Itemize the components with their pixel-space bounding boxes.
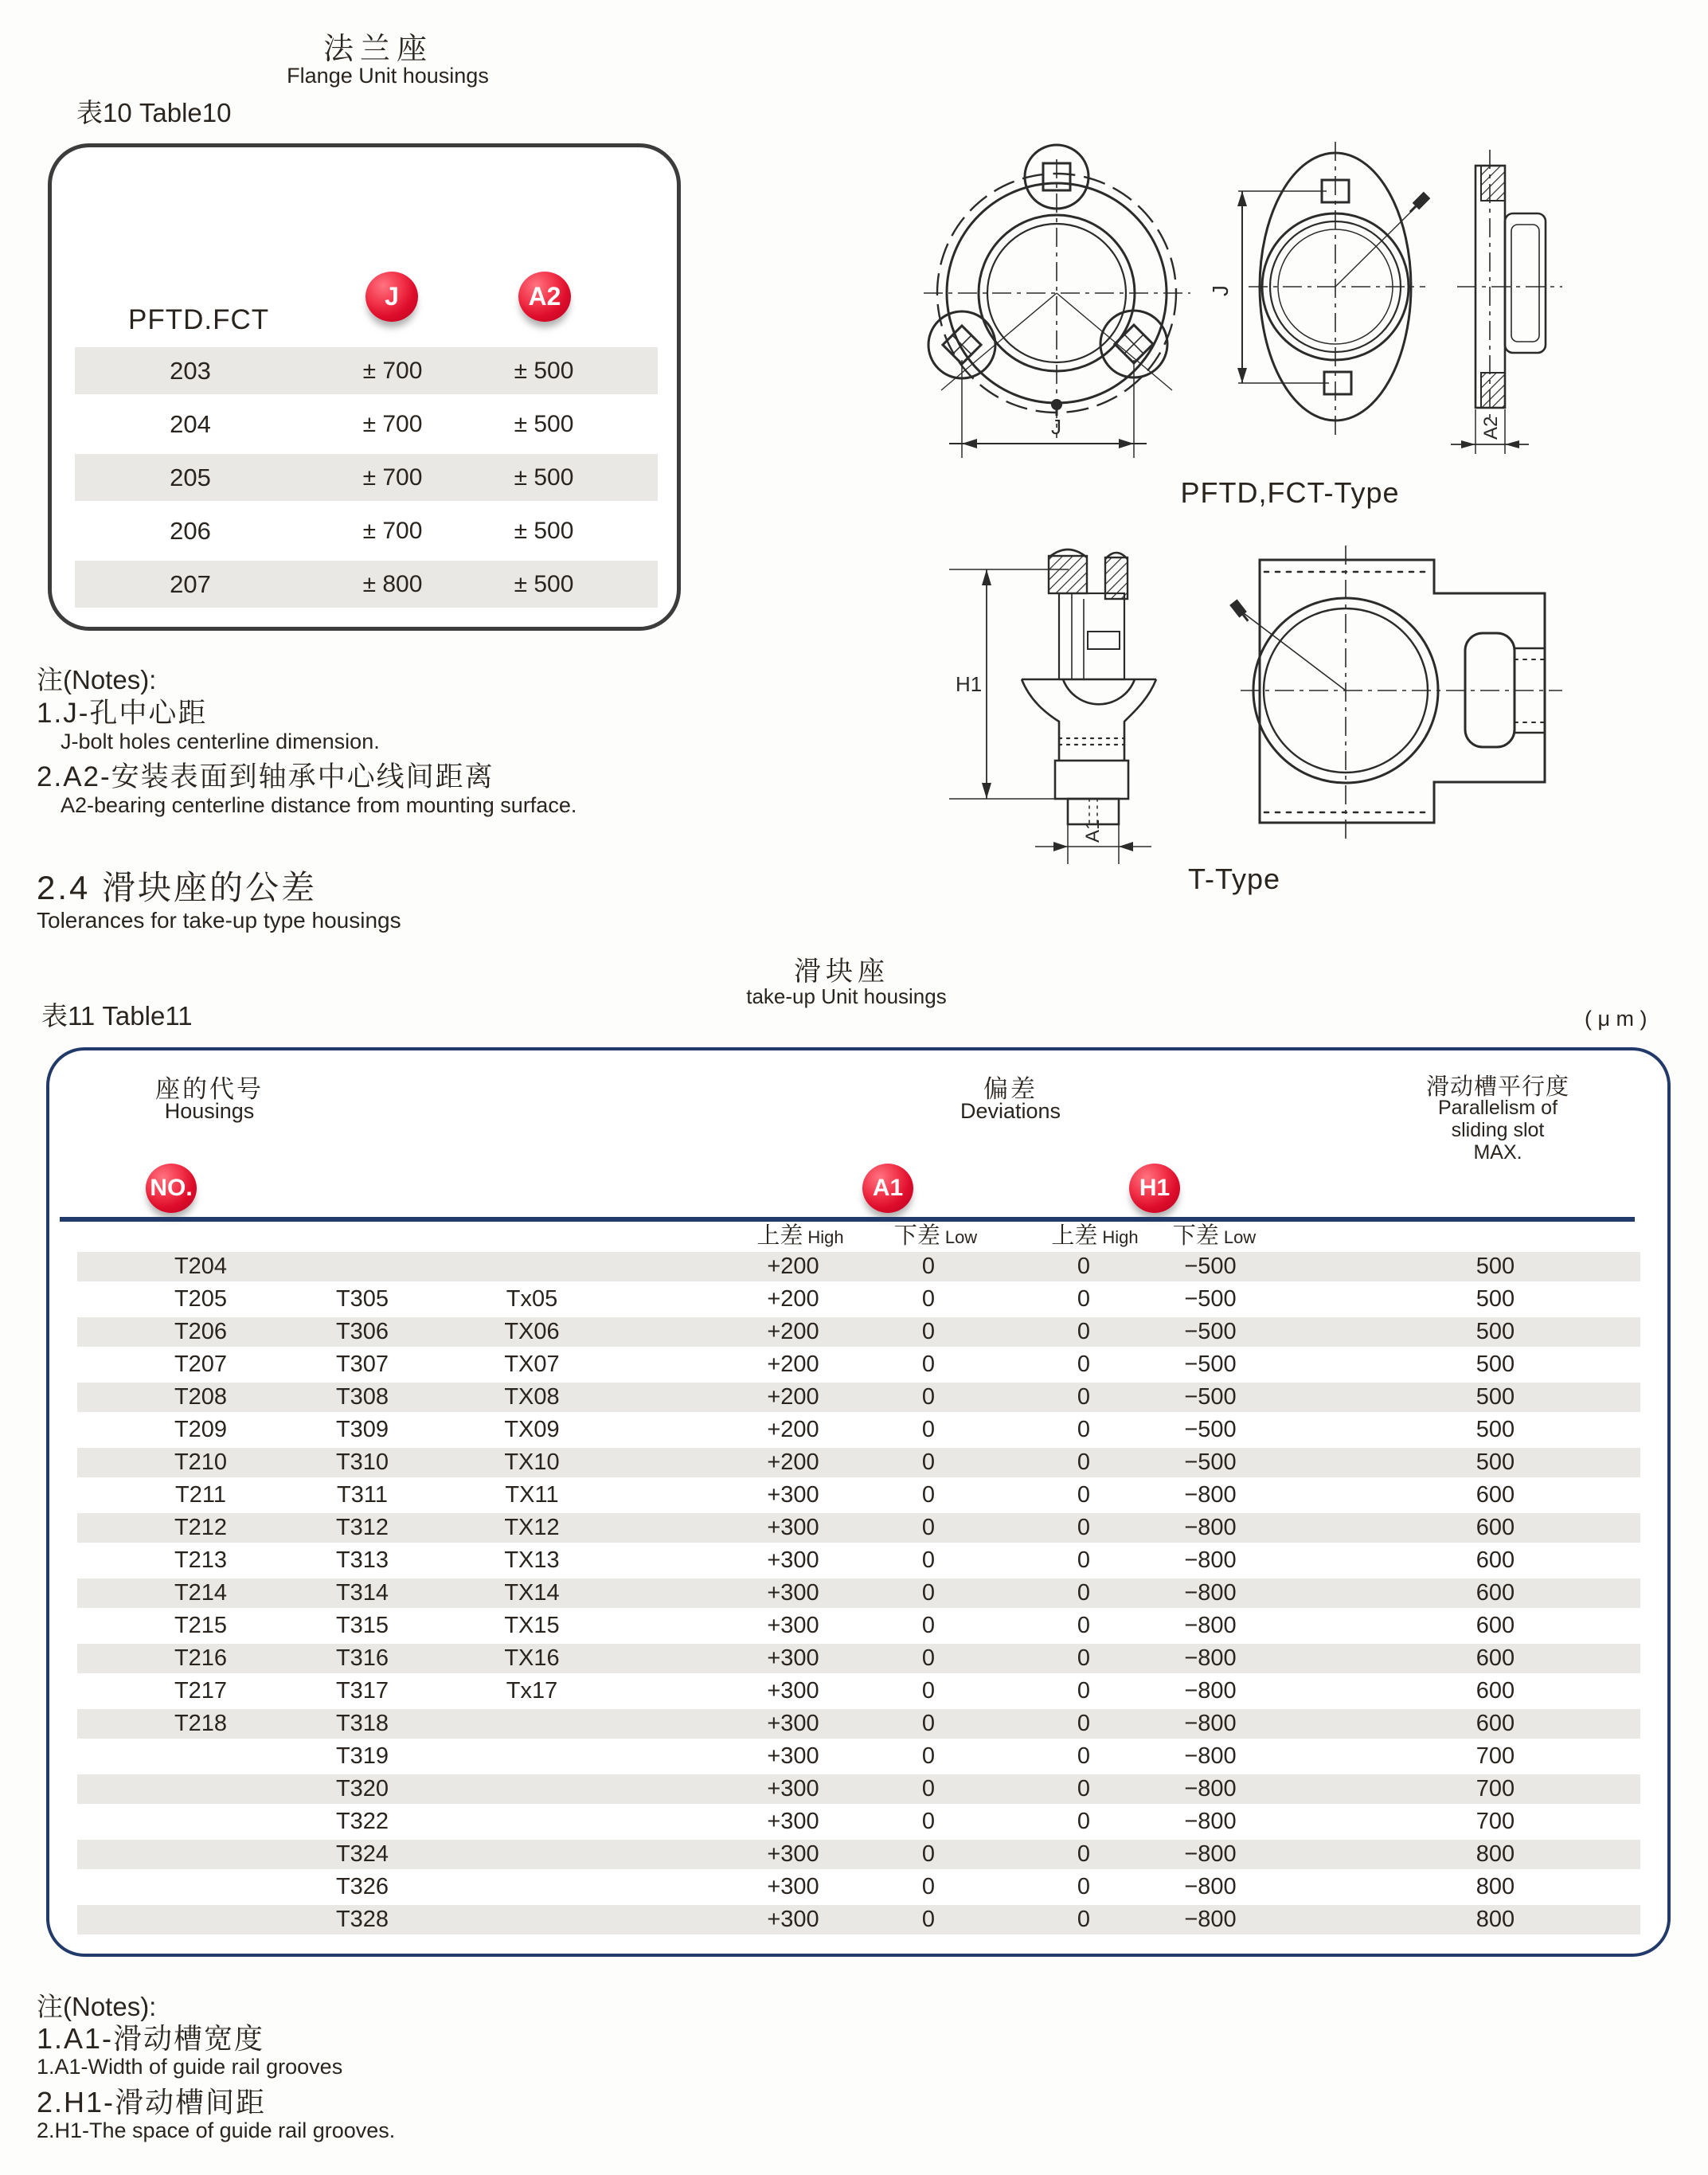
- cell-housing-t3: T310: [335, 1449, 389, 1475]
- dim-label-h1: H1: [956, 672, 983, 696]
- cell-parallelism: 600: [1475, 1711, 1515, 1736]
- cell-a1-high: +300: [767, 1874, 819, 1899]
- cell-h1-high: 0: [1077, 1482, 1091, 1508]
- cell-a1-low: 0: [921, 1547, 936, 1573]
- takeup-housing-drawing: [900, 526, 1704, 900]
- dim-label-a2: A2: [1480, 416, 1502, 440]
- cell-parallelism: 600: [1475, 1645, 1515, 1671]
- cell-housing-tx: TX13: [504, 1547, 560, 1573]
- cell-a1-high: +200: [767, 1319, 819, 1344]
- notes1-item2-cn: 2.A2-安装表面到轴承中心线间距离: [37, 761, 494, 792]
- cell-housing-t3: T316: [335, 1645, 389, 1671]
- cell-a2: ± 500: [514, 571, 574, 597]
- badge-h1: H1: [1129, 1164, 1180, 1213]
- table-row: [75, 557, 658, 611]
- cell-h1-high: 0: [1077, 1449, 1091, 1475]
- table10-label: 表10 Table10: [76, 98, 232, 127]
- cell-h1-high: 0: [1077, 1678, 1091, 1704]
- cell-parallelism: 700: [1475, 1776, 1515, 1801]
- cell-a1-low: 0: [921, 1874, 936, 1899]
- cell-h1-low: −800: [1184, 1776, 1237, 1801]
- cell-a1-low: 0: [921, 1841, 936, 1867]
- cell-a1-high: +200: [767, 1352, 819, 1377]
- table-row: [77, 1316, 1640, 1348]
- cell-h1-low: −800: [1184, 1678, 1237, 1704]
- table-row: [77, 1512, 1640, 1544]
- cell-h1-low: −500: [1184, 1417, 1237, 1442]
- cell-a2: ± 500: [514, 411, 574, 437]
- notes1-item1-en: J-bolt holes centerline dimension.: [61, 730, 380, 753]
- table-row: [77, 1838, 1640, 1871]
- cell-h1-low: −800: [1184, 1809, 1237, 1834]
- cell-a1-low: 0: [921, 1515, 936, 1540]
- cell-housing-tx: TX06: [504, 1319, 560, 1344]
- cell-housing-tx: TX09: [504, 1417, 560, 1442]
- cell-j: ± 800: [362, 571, 423, 597]
- cell-no: 206: [170, 517, 211, 545]
- cell-housing-t3: T324: [335, 1841, 389, 1867]
- table-row: [77, 1708, 1640, 1740]
- cell-housing-tx: Tx17: [506, 1678, 558, 1704]
- section-heading-en: Tolerances for take-up type housings: [37, 908, 401, 933]
- cell-no: 205: [170, 464, 211, 491]
- cell-h1-low: −800: [1184, 1580, 1237, 1606]
- table-row: [77, 1610, 1640, 1642]
- cell-housing-tx: TX16: [504, 1645, 560, 1671]
- cell-a1-high: +300: [767, 1547, 819, 1573]
- cell-a1-low: 0: [921, 1776, 936, 1801]
- cell-h1-low: −800: [1184, 1613, 1237, 1638]
- cell-a1-high: +300: [767, 1809, 819, 1834]
- cell-h1-low: −500: [1184, 1286, 1237, 1312]
- subhead-h1-high: [1051, 1222, 1138, 1250]
- col-parallel-en-line1: Parallelism of: [1437, 1097, 1558, 1119]
- cell-j: ± 700: [362, 411, 423, 437]
- cell-a1-high: +200: [767, 1417, 819, 1442]
- col-parallel-en: [1438, 1097, 1558, 1164]
- cell-housing-t3: T312: [335, 1515, 389, 1540]
- cell-parallelism: 700: [1475, 1809, 1515, 1834]
- cell-h1-high: 0: [1077, 1352, 1091, 1377]
- cell-parallelism: 800: [1475, 1874, 1515, 1899]
- col-parallel-en-line2: sliding slot: [1451, 1119, 1545, 1141]
- notes1-item2-en: A2-bearing centerline distance from mounting surface.: [61, 793, 577, 817]
- cell-j: ± 700: [362, 518, 423, 544]
- cell-a1-high: +200: [767, 1286, 819, 1312]
- cell-h1-high: 0: [1077, 1613, 1091, 1638]
- flange-title-en: Flange Unit housings: [287, 64, 489, 88]
- cell-a1-low: 0: [921, 1482, 936, 1508]
- cell-parallelism: 500: [1475, 1417, 1515, 1442]
- cell-h1-low: −500: [1184, 1254, 1237, 1279]
- table-row: [77, 1577, 1640, 1610]
- cell-housing-t2: T214: [174, 1580, 228, 1606]
- col-parallel-en-line3: MAX.: [1473, 1141, 1522, 1164]
- cell-a2: ± 500: [514, 358, 574, 384]
- col-housings-cn: 座的代号: [155, 1075, 264, 1103]
- subhead-cn: 上差: [1051, 1223, 1098, 1249]
- cell-housing-t2: T211: [175, 1482, 226, 1508]
- cell-h1-low: −800: [1184, 1711, 1237, 1736]
- cell-a1-low: 0: [921, 1580, 936, 1606]
- table-row: [77, 1381, 1640, 1414]
- cell-housing-t2: T212: [174, 1515, 228, 1540]
- notes2-item1-en: 1.A1-Width of guide rail grooves: [37, 2055, 343, 2079]
- cell-h1-high: 0: [1077, 1874, 1091, 1899]
- subhead-en: Low: [944, 1227, 978, 1247]
- table11-takeup-tolerances: [46, 1047, 1671, 1957]
- cell-housing-t3: T322: [335, 1809, 389, 1834]
- takeup-side-view: [949, 550, 1156, 864]
- cell-a1-high: +300: [767, 1678, 819, 1704]
- cell-housing-t2: T217: [174, 1678, 228, 1704]
- cell-parallelism: 500: [1475, 1449, 1515, 1475]
- cell-housing-tx: TX14: [504, 1580, 560, 1606]
- cell-housing-t2: T208: [174, 1384, 228, 1410]
- cell-h1-low: −800: [1184, 1515, 1237, 1540]
- notes1-title: 注(Notes):: [37, 665, 157, 694]
- dim-label-j: J: [1051, 415, 1061, 439]
- cell-h1-high: 0: [1077, 1384, 1091, 1410]
- cell-a1-low: 0: [921, 1645, 936, 1671]
- cell-parallelism: 600: [1475, 1547, 1515, 1573]
- cell-h1-high: 0: [1077, 1743, 1091, 1769]
- cell-a1-low: 0: [921, 1678, 936, 1704]
- cell-parallelism: 500: [1475, 1254, 1515, 1279]
- cell-no: 207: [170, 570, 211, 598]
- cell-h1-high: 0: [1077, 1580, 1091, 1606]
- grease-fitting-icon: [1407, 192, 1431, 216]
- cell-a1-high: +300: [767, 1613, 819, 1638]
- cell-parallelism: 800: [1475, 1907, 1515, 1932]
- notes2-item2-en: 2.H1-The space of guide rail grooves.: [37, 2118, 396, 2142]
- cell-housing-t2: T215: [174, 1613, 228, 1638]
- cell-h1-high: 0: [1077, 1515, 1091, 1540]
- cell-housing-t3: T306: [335, 1319, 389, 1344]
- table10-rows: [75, 344, 658, 611]
- table-row: [77, 1903, 1640, 1936]
- subhead-en: Low: [1223, 1227, 1257, 1247]
- cell-a1-high: +200: [767, 1449, 819, 1475]
- cell-housing-t2: T218: [174, 1711, 228, 1736]
- subhead-a1-high: [756, 1222, 843, 1250]
- cell-housing-t3: T305: [335, 1286, 389, 1312]
- cell-housing-t3: T314: [335, 1580, 389, 1606]
- table11-rows: [77, 1250, 1640, 1936]
- col-deviations-cn: 偏差: [983, 1075, 1038, 1103]
- flange-front-view-2bolt: [1208, 142, 1430, 435]
- cell-a1-low: 0: [921, 1417, 936, 1442]
- cell-housing-t2: T207: [174, 1352, 228, 1377]
- cell-housing-tx: TX12: [504, 1515, 560, 1540]
- cell-housing-t3: T311: [337, 1482, 388, 1508]
- subhead-cn: 下差: [893, 1223, 940, 1249]
- cell-no: 204: [170, 410, 211, 438]
- table-row: [77, 1479, 1640, 1512]
- cell-a1-high: +300: [767, 1645, 819, 1671]
- takeup-title-en: take-up Unit housings: [746, 984, 947, 1008]
- cell-housing-t2: T205: [174, 1286, 228, 1312]
- cell-h1-low: −500: [1184, 1319, 1237, 1344]
- header-divider-line: [60, 1217, 1635, 1222]
- flange-drawing-caption: PFTD,FCT-Type: [1180, 476, 1400, 509]
- flange-housing-drawing: [900, 127, 1704, 526]
- cell-j: ± 700: [362, 358, 423, 384]
- cell-housing-t3: T309: [335, 1417, 389, 1442]
- cell-housing-tx: TX11: [505, 1482, 559, 1508]
- cell-housing-t2: T206: [174, 1319, 228, 1344]
- cell-a1-high: +300: [767, 1482, 819, 1508]
- cell-housing-t3: T328: [335, 1907, 389, 1932]
- cell-no: 203: [170, 357, 211, 385]
- flange-title-cn: 法兰座: [322, 33, 433, 66]
- flange-side-view: [1451, 150, 1562, 454]
- table-row: [77, 1642, 1640, 1675]
- cell-a1-low: 0: [921, 1449, 936, 1475]
- table-row: [75, 397, 658, 451]
- cell-housing-t3: T317: [335, 1678, 389, 1704]
- cell-housing-t2: T213: [174, 1547, 228, 1573]
- cell-a1-high: +300: [767, 1841, 819, 1867]
- notes1-item1-cn: 1.J-孔中心距: [37, 698, 208, 729]
- notes2-title: 注(Notes):: [37, 1992, 157, 2021]
- subhead-cn: 上差: [756, 1223, 803, 1249]
- cell-h1-high: 0: [1077, 1841, 1091, 1867]
- table-row: [77, 1414, 1640, 1446]
- cell-a1-low: 0: [921, 1319, 936, 1344]
- cell-h1-high: 0: [1077, 1319, 1091, 1344]
- cell-housing-t3: T313: [335, 1547, 389, 1573]
- cell-housing-tx: TX15: [504, 1613, 560, 1638]
- cell-a1-low: 0: [921, 1743, 936, 1769]
- section-heading-cn: 2.4 滑块座的公差: [37, 869, 318, 906]
- cell-h1-low: −800: [1184, 1482, 1237, 1508]
- table-row: [77, 1283, 1640, 1316]
- subhead-a1-low: [894, 1222, 977, 1250]
- table11-label: 表11 Table11: [41, 1001, 193, 1031]
- takeup-front-view: [1229, 546, 1562, 840]
- cell-housing-tx: TX07: [504, 1352, 560, 1377]
- col-housings-en: Housings: [164, 1099, 255, 1123]
- cell-h1-high: 0: [1077, 1711, 1091, 1736]
- cell-h1-low: −500: [1184, 1449, 1237, 1475]
- cell-parallelism: 600: [1475, 1482, 1515, 1508]
- cell-parallelism: 600: [1475, 1515, 1515, 1540]
- cell-housing-t3: T326: [335, 1874, 389, 1899]
- cell-h1-high: 0: [1077, 1776, 1091, 1801]
- cell-a1-low: 0: [921, 1254, 936, 1279]
- cell-parallelism: 500: [1475, 1384, 1515, 1410]
- notes2-item1-cn: 1.A1-滑动槽宽度: [37, 2022, 265, 2055]
- cell-a1-high: +300: [767, 1776, 819, 1801]
- cell-housing-t3: T319: [335, 1743, 389, 1769]
- cell-parallelism: 500: [1475, 1319, 1515, 1344]
- table-row: [77, 1871, 1640, 1903]
- cell-h1-low: −500: [1184, 1352, 1237, 1377]
- cell-a1-high: +300: [767, 1907, 819, 1932]
- cell-housing-t3: T308: [335, 1384, 389, 1410]
- cell-h1-high: 0: [1077, 1645, 1091, 1671]
- cell-parallelism: 800: [1475, 1841, 1515, 1867]
- cell-parallelism: 600: [1475, 1678, 1515, 1704]
- cell-housing-t2: T209: [174, 1417, 228, 1442]
- subhead-en: High: [1102, 1227, 1139, 1247]
- cell-housing-tx: TX10: [504, 1449, 560, 1475]
- cell-a1-low: 0: [921, 1286, 936, 1312]
- cell-a1-low: 0: [921, 1711, 936, 1736]
- table-row: [77, 1773, 1640, 1805]
- unit-label: ( μ m ): [1585, 1007, 1647, 1031]
- cell-a1-low: 0: [921, 1613, 936, 1638]
- cell-h1-low: −800: [1184, 1907, 1237, 1932]
- cell-h1-high: 0: [1077, 1254, 1091, 1279]
- cell-housing-t3: T307: [335, 1352, 389, 1377]
- badge-j: J: [365, 272, 418, 322]
- cell-parallelism: 500: [1475, 1352, 1515, 1377]
- badge-a2: A2: [518, 272, 571, 322]
- cell-housing-t2: T216: [174, 1645, 228, 1671]
- grease-fitting-icon: [1229, 599, 1252, 624]
- table-row: [75, 344, 658, 397]
- cell-a1-high: +300: [767, 1743, 819, 1769]
- table-row: [77, 1805, 1640, 1838]
- cell-housing-tx: TX08: [504, 1384, 560, 1410]
- table10-flange-tolerances: [48, 143, 681, 631]
- cell-housing-t3: T320: [335, 1776, 389, 1801]
- cell-a2: ± 500: [514, 464, 574, 491]
- cell-housing-t2: T210: [174, 1449, 228, 1475]
- cell-a1-low: 0: [921, 1352, 936, 1377]
- cell-a1-high: +200: [767, 1384, 819, 1410]
- cell-a1-low: 0: [921, 1907, 936, 1932]
- cell-a1-low: 0: [921, 1809, 936, 1834]
- cell-a2: ± 500: [514, 518, 574, 544]
- cell-j: ± 700: [362, 464, 423, 491]
- dim-label-a1: A1: [1082, 819, 1104, 843]
- cell-a1-high: +200: [767, 1254, 819, 1279]
- cell-a1-high: +300: [767, 1580, 819, 1606]
- cell-parallelism: 700: [1475, 1743, 1515, 1769]
- cell-housing-tx: Tx05: [506, 1286, 558, 1312]
- cell-a1-high: +300: [767, 1711, 819, 1736]
- table-row: [77, 1250, 1640, 1283]
- cell-housing-t3: T315: [335, 1613, 389, 1638]
- table-row: [77, 1348, 1640, 1381]
- notes2-item2-cn: 2.H1-滑动槽间距: [37, 2086, 267, 2118]
- cell-h1-high: 0: [1077, 1907, 1091, 1932]
- badge-no: NO.: [146, 1164, 197, 1213]
- dim-label-j: J: [1208, 285, 1233, 296]
- cell-a1-high: +300: [767, 1515, 819, 1540]
- table-row: [77, 1740, 1640, 1773]
- subhead-h1-low: [1173, 1222, 1256, 1250]
- subhead-cn: 下差: [1172, 1223, 1219, 1249]
- cell-a1-low: 0: [921, 1384, 936, 1410]
- col-deviations-en: Deviations: [960, 1099, 1061, 1123]
- subhead-en: High: [807, 1227, 844, 1247]
- cell-parallelism: 500: [1475, 1286, 1515, 1312]
- cell-housing-t2: T204: [174, 1254, 228, 1279]
- cell-h1-low: −800: [1184, 1547, 1237, 1573]
- cell-parallelism: 600: [1475, 1580, 1515, 1606]
- cell-housing-t3: T318: [335, 1711, 389, 1736]
- flange-front-view-3bolt: [924, 145, 1190, 458]
- table10-row-header: PFTD.FCT: [128, 304, 270, 335]
- col-parallel-cn: 滑动槽平行度: [1425, 1074, 1570, 1100]
- table-row: [75, 504, 658, 557]
- takeup-title-cn: 滑块座: [794, 956, 889, 987]
- cell-h1-low: −800: [1184, 1874, 1237, 1899]
- table-row: [77, 1446, 1640, 1479]
- cell-h1-low: −800: [1184, 1841, 1237, 1867]
- table-row: [77, 1675, 1640, 1708]
- badge-a1: A1: [862, 1164, 913, 1213]
- cell-h1-high: 0: [1077, 1809, 1091, 1834]
- cell-h1-low: −800: [1184, 1743, 1237, 1769]
- cell-h1-high: 0: [1077, 1417, 1091, 1442]
- ttype-drawing-caption: T-Type: [1187, 863, 1281, 895]
- cell-h1-low: −500: [1184, 1384, 1237, 1410]
- table-row: [77, 1544, 1640, 1577]
- cell-h1-high: 0: [1077, 1286, 1091, 1312]
- cell-h1-high: 0: [1077, 1547, 1091, 1573]
- cell-h1-low: −800: [1184, 1645, 1237, 1671]
- table-row: [75, 451, 658, 504]
- cell-parallelism: 600: [1475, 1613, 1515, 1638]
